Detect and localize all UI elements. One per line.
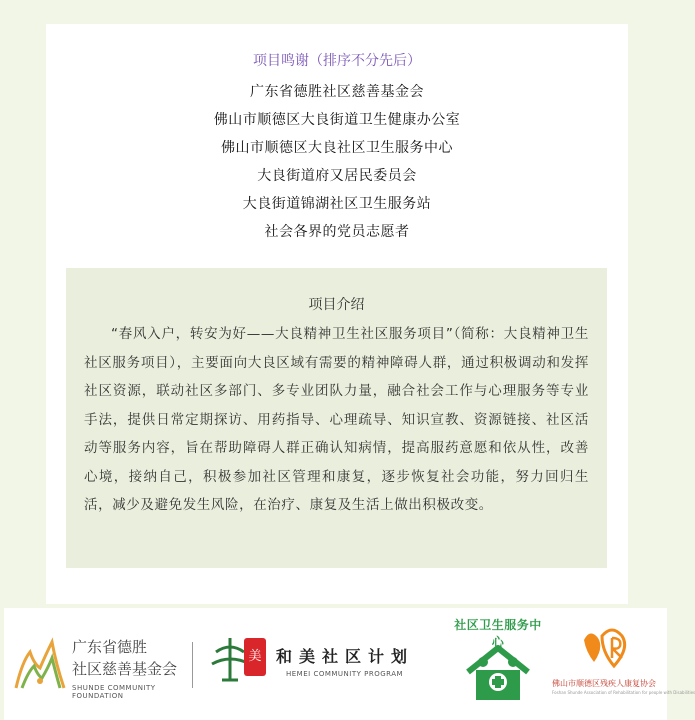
acknowledgement-item: 大良街道锦湖社区卫生服务站 <box>242 196 432 212</box>
hemei-logo-english: HEMEI COMMUNITY PROGRAM <box>286 670 404 678</box>
rehab-logo-name: 佛山市顺德区残疾人康复协会 <box>552 679 656 688</box>
acknowledgement-title: 项目鸣谢（排序不分先后） <box>253 53 421 69</box>
rehab-association-logo <box>550 626 695 698</box>
health-center-name: 社区卫生服务中心 <box>454 618 542 649</box>
acknowledgement-item: 广东省德胜社区慈善基金会 <box>250 84 424 100</box>
acknowledgement-item: 佛山市顺德区大良街道卫生健康办公室 <box>213 112 461 128</box>
rehab-logo-english: Foshan Shunde Association of Rehabilitation for people with Disabilities <box>552 690 695 695</box>
shunde-logo-line2: 社区慈善基金会 <box>72 660 178 678</box>
hemei-program-logo <box>210 630 432 698</box>
shunde-logo-line1: 广东省德胜 <box>72 638 148 656</box>
shunde-logo-english: SHUNDE COMMUNITY FOUNDATION <box>72 684 156 700</box>
acknowledgement-item: 佛山市顺德区大良社区卫生服务中心 <box>221 140 453 156</box>
health-center-logo <box>450 614 546 710</box>
acknowledgement-item: 大良街道府又居民委员会 <box>257 168 417 184</box>
logo-footer <box>4 608 695 720</box>
mountain-mark-icon <box>12 634 68 694</box>
intro-title: 项目介绍 <box>308 297 365 313</box>
intro-body: “春风入户，转安为好——大良精神卫生社区服务项目”（简称：大良精神卫生社区服务项目），主要面向大良区域有需要的精神障碍人群，通过积极调动和发挥社区资源，联动社区多部门、多专业团队力量，融合社会工作与心理服务等专业手法，提供日常定期探访、用药指导、心理疏导、知识宣教、资源链接、社区活动等服务内容，旨在帮助障碍人群正确认知病情，提高服药意愿和依从性，改善心境，接纳自己，积极参加社区管理和康复，逐步恢复社会功能，努力回归生活，减少及避免发生风险，在治疗、康复及生活上做出积极改变。 <box>84 326 589 513</box>
hearts-mark-icon <box>576 626 636 678</box>
hemei-seal: 美 <box>244 638 266 676</box>
acknowledgement-item: 社会各界的党员志愿者 <box>264 224 410 240</box>
hemei-logo-name: 和美社区计划 <box>276 647 415 666</box>
acknowledgement-list <box>46 78 628 246</box>
intro-panel <box>66 268 607 568</box>
logo-divider <box>192 642 193 688</box>
shunde-foundation-logo <box>12 634 182 698</box>
